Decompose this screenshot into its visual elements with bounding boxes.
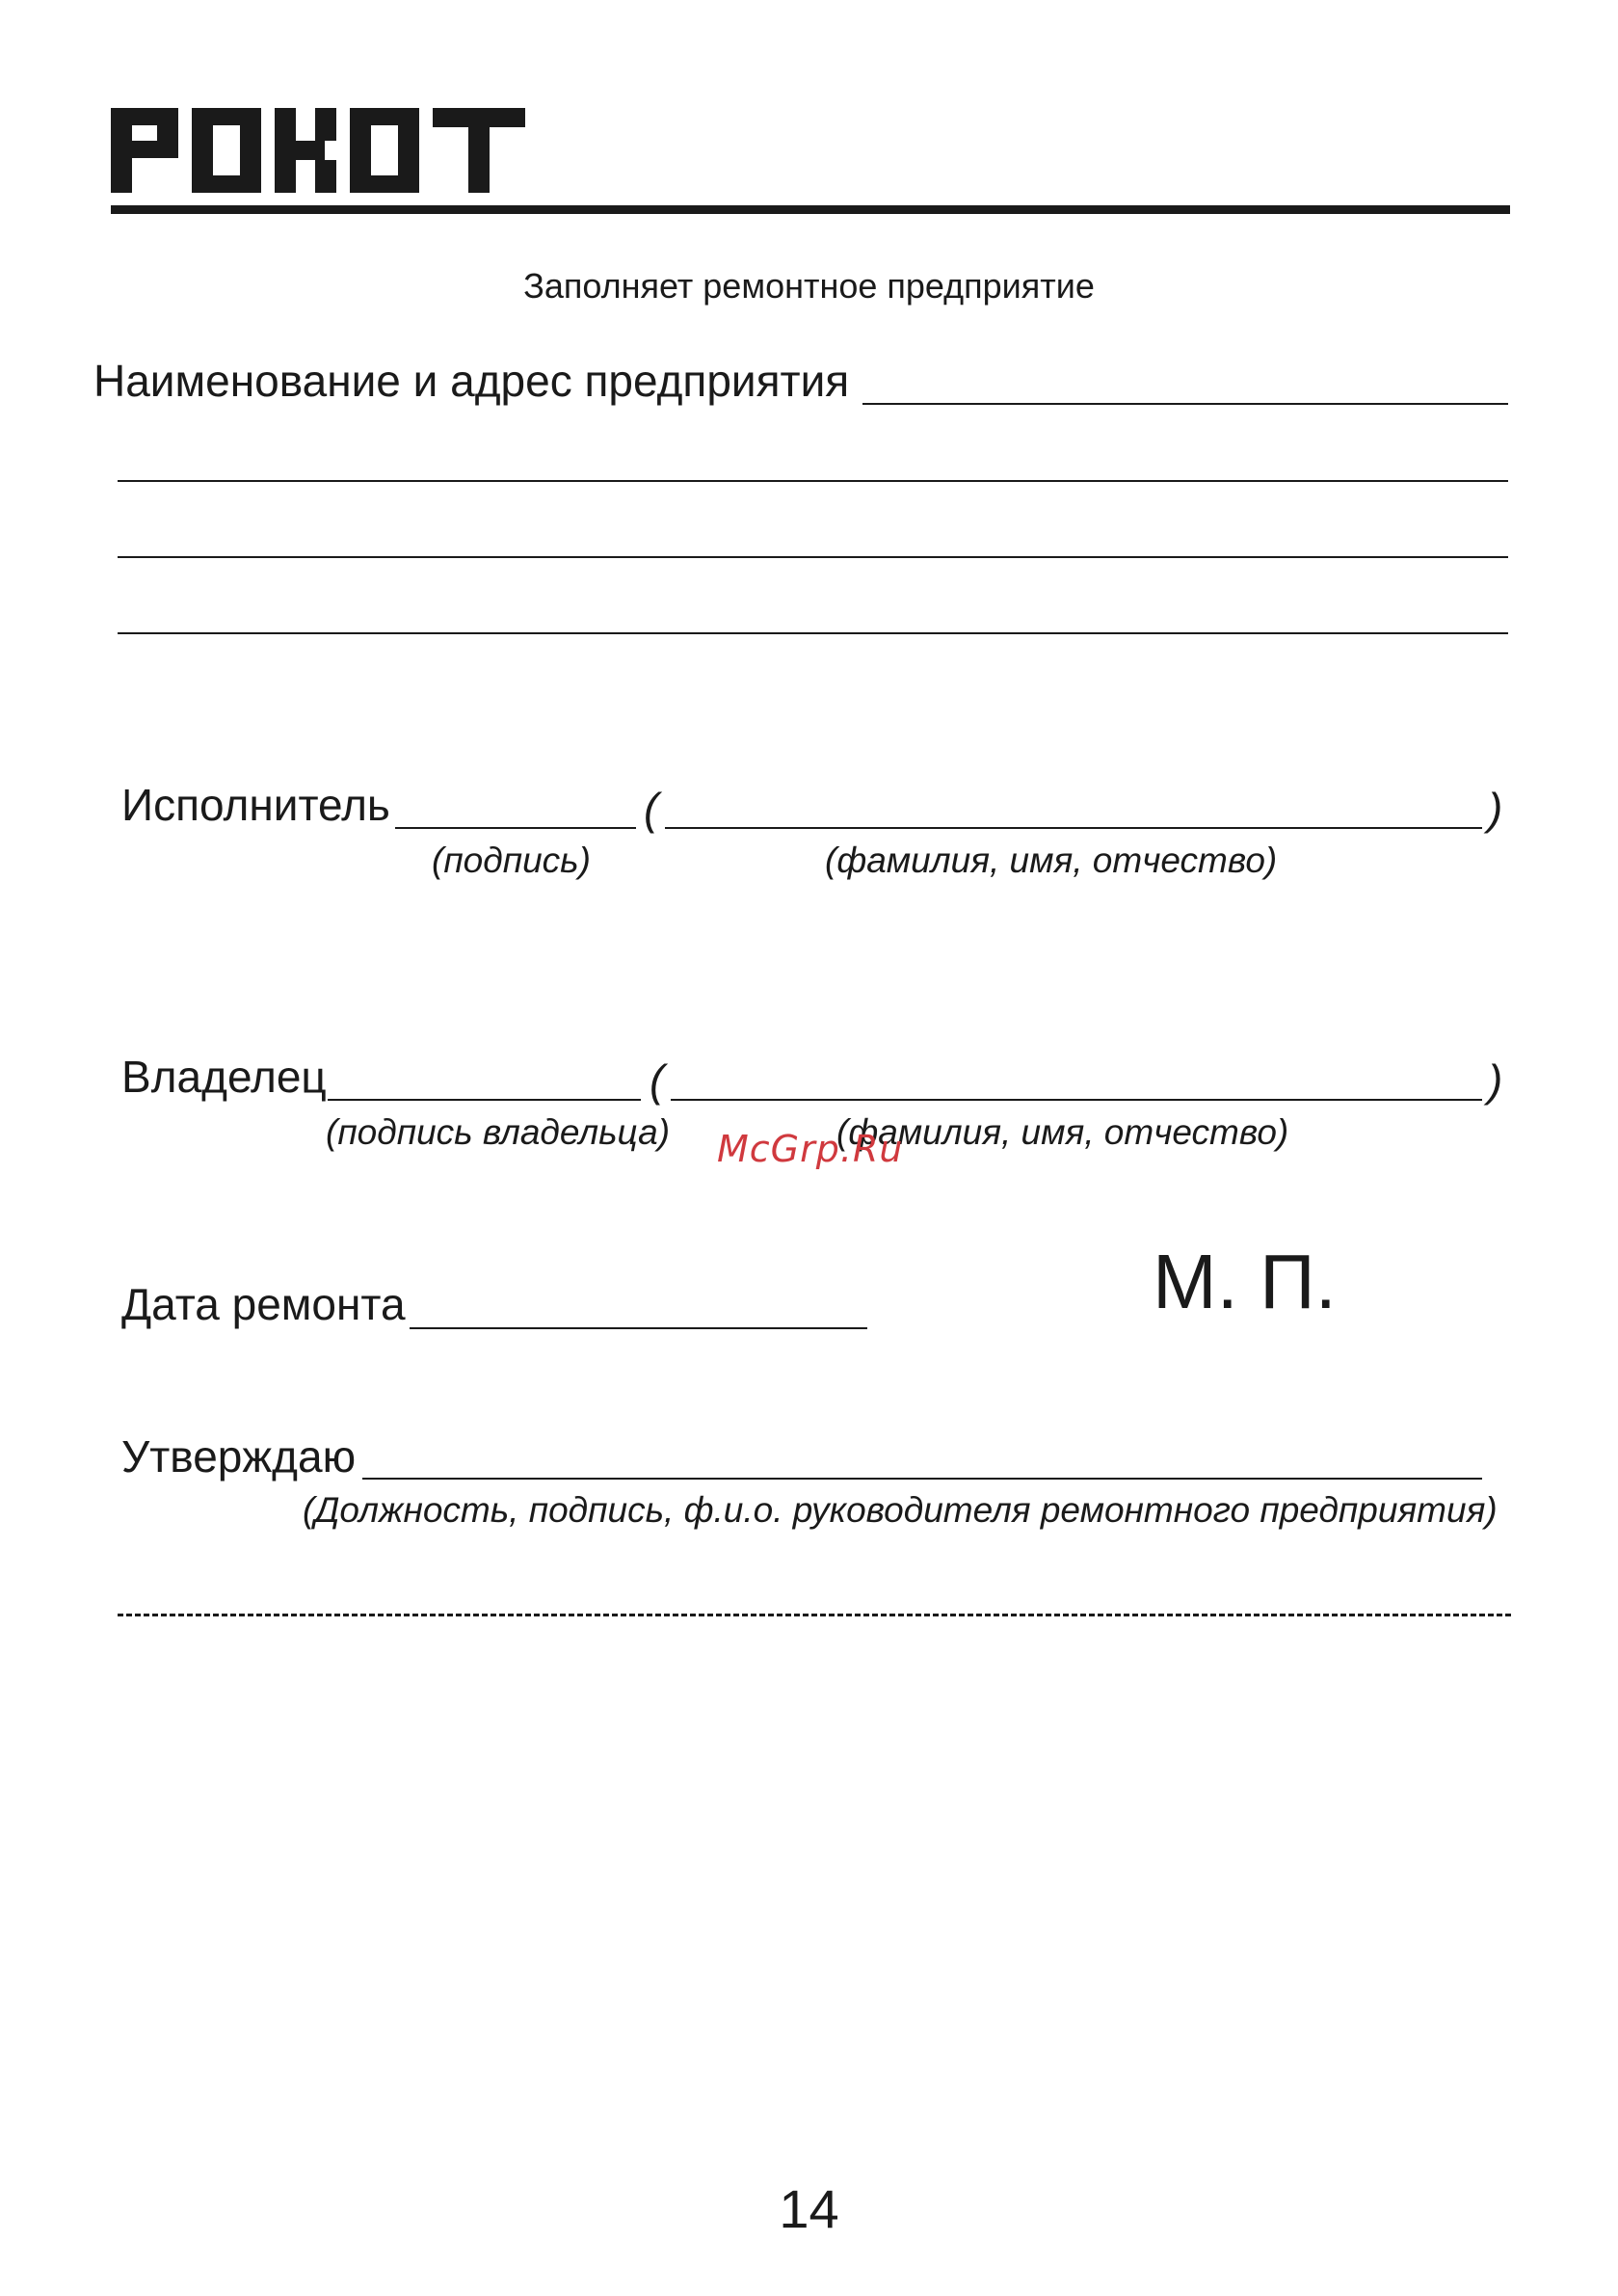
- owner-label: Владелец: [121, 1052, 327, 1102]
- enterprise-input-line-4[interactable]: [118, 632, 1508, 634]
- executor-signature-hint: (подпись): [432, 841, 591, 880]
- executor-signature-line[interactable]: [395, 827, 636, 829]
- owner-open-paren: (: [650, 1055, 665, 1106]
- enterprise-label: Наименование и адрес предприятия: [93, 356, 850, 406]
- approval-line[interactable]: [362, 1478, 1482, 1480]
- watermark: McGrp.Ru: [717, 1128, 904, 1170]
- repair-date-line[interactable]: [410, 1327, 867, 1329]
- brand-logo: [111, 108, 525, 193]
- logo-letter-o2: [350, 108, 419, 193]
- executor-name-line[interactable]: [665, 827, 1482, 829]
- owner-name-hint: (фамилия, имя, отчество): [836, 1112, 1289, 1152]
- logo-letter-r: [111, 108, 178, 193]
- owner-signature-hint: (подпись владельца): [326, 1112, 671, 1152]
- executor-name-hint: (фамилия, имя, отчество): [825, 841, 1278, 880]
- logo-letter-o1: [192, 108, 261, 193]
- enterprise-input-line-3[interactable]: [118, 556, 1508, 558]
- brand-logo-graphic: [111, 108, 525, 193]
- header-rule: [111, 205, 1510, 214]
- repair-date-label: Дата ремонта: [121, 1279, 406, 1329]
- section-subtitle: Заполняет ремонтное предприятие: [523, 266, 1095, 306]
- executor-open-paren: (: [644, 784, 659, 834]
- stamp-place-label: М. П.: [1153, 1239, 1337, 1324]
- owner-close-paren: ): [1488, 1055, 1503, 1106]
- logo-letter-t: [433, 108, 525, 193]
- enterprise-input-line-2[interactable]: [118, 480, 1508, 482]
- page-number: 14: [779, 2178, 839, 2239]
- enterprise-input-line-1[interactable]: [862, 403, 1508, 405]
- cut-line: [118, 1614, 1511, 1616]
- owner-name-line[interactable]: [671, 1099, 1482, 1101]
- approval-label: Утверждаю: [121, 1431, 357, 1482]
- executor-close-paren: ): [1488, 784, 1503, 834]
- executor-label: Исполнитель: [121, 780, 390, 830]
- owner-signature-line[interactable]: [328, 1099, 641, 1101]
- approval-hint: (Должность, подпись, ф.и.о. руководителя ремонтного предприятия): [303, 1490, 1498, 1530]
- logo-letter-k: [275, 108, 336, 193]
